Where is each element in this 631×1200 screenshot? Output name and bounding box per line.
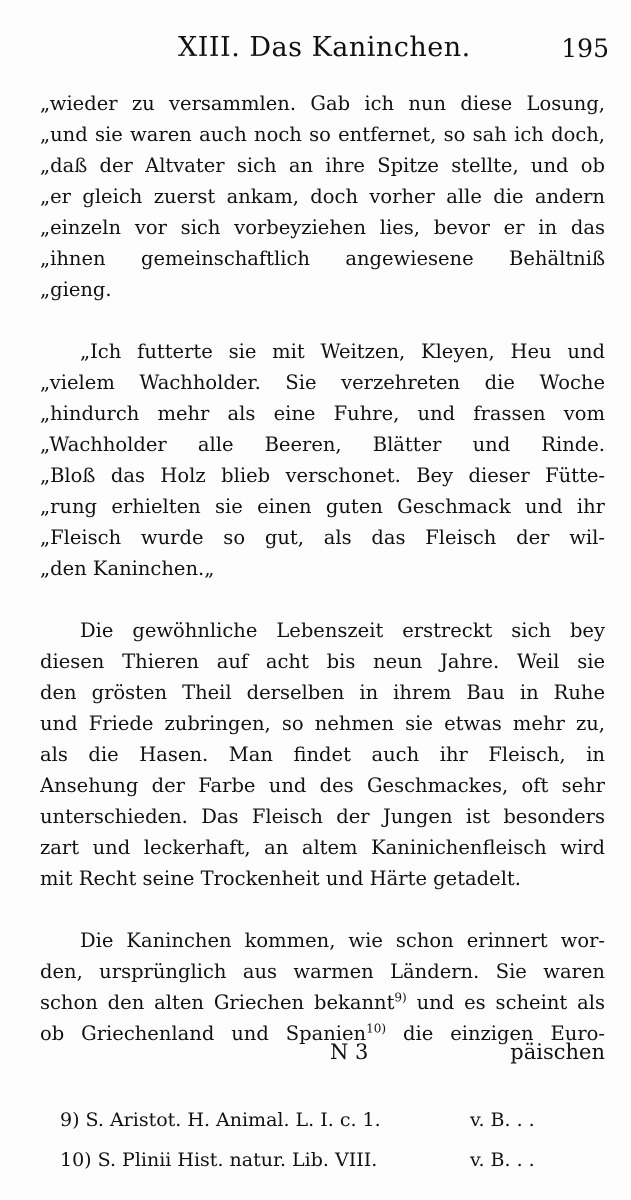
signature-mark: N 3 bbox=[330, 1040, 369, 1064]
text-line: „Ich futterte sie mit Weitzen, Kleyen, Heu und bbox=[80, 340, 605, 363]
text-line: unterschieden. Das Fleisch der Jungen ist besonders bbox=[40, 805, 605, 828]
page-header bbox=[0, 28, 631, 68]
text-line: diesen Thieren auf acht bis neun Jahre. Weil sie bbox=[40, 650, 605, 673]
text-line: „rung erhielten sie einen guten Geschmack und ihr bbox=[40, 495, 605, 518]
running-head: XIII. Das Kaninchen. bbox=[178, 32, 471, 63]
page-number: 195 bbox=[561, 34, 609, 63]
text-line: „hindurch mehr als eine Fuhre, und frassen vom bbox=[40, 402, 605, 425]
text-line: „vielem Wachholder. Sie verzehreten die Woche bbox=[40, 371, 605, 394]
footnote-marker: 9) bbox=[394, 990, 407, 1005]
text-line: „und sie waren auch noch so entfernet, so sah ich doch, bbox=[40, 123, 605, 146]
signature-row bbox=[40, 1040, 605, 1074]
paragraph-4-body bbox=[40, 956, 605, 1049]
text-line: und Friede zubringen, so nehmen sie etwas mehr zu, bbox=[40, 712, 605, 735]
text-line: Ansehung der Farbe und des Geschmackes, oft sehr bbox=[40, 774, 605, 797]
paragraph-spacer bbox=[40, 894, 605, 925]
footnote-9 bbox=[60, 1100, 560, 1140]
text-segment: ob Griechenland und Spanien bbox=[40, 1022, 367, 1045]
text-line: als die Hasen. Man findet auch ihr Fleisch, in bbox=[40, 743, 605, 766]
footnote-ref: v. B. . . bbox=[470, 1149, 535, 1171]
body-text bbox=[40, 88, 605, 1049]
text-line bbox=[40, 987, 605, 1018]
paragraph-spacer bbox=[40, 305, 605, 336]
footnotes bbox=[60, 1100, 560, 1180]
text-line: den, ursprünglich aus warmen Ländern. Sie waren bbox=[40, 960, 605, 983]
text-line: „wieder zu versammlen. Gab ich nun diese Losung, bbox=[40, 92, 605, 115]
text-line: „Wachholder alle Beeren, Blätter und Rinde. bbox=[40, 433, 605, 456]
footnote-marker: 10) bbox=[366, 1021, 387, 1036]
footnote-ref: v. B. . . bbox=[470, 1109, 535, 1131]
paragraph-2 bbox=[40, 336, 605, 367]
text-line: Die Kaninchen kommen, wie schon erinnert wor- bbox=[80, 929, 605, 952]
footnote-text: 10) S. Plinii Hist. natur. Lib. VIII. bbox=[60, 1149, 378, 1171]
footnote-10 bbox=[60, 1140, 560, 1180]
paragraph-4 bbox=[40, 925, 605, 956]
text-line: „Bloß das Holz blieb verschonet. Bey dieser Fütte- bbox=[40, 464, 605, 487]
paragraph-2-body bbox=[40, 367, 605, 584]
text-line: „gieng. bbox=[40, 278, 112, 301]
text-line: „einzeln vor sich vorbeyziehen lies, bevor er in das bbox=[40, 216, 605, 239]
text-segment: und es scheint als bbox=[406, 991, 605, 1014]
text-line: „den Kaninchen.„ bbox=[40, 557, 215, 580]
footnote-text: 9) S. Aristot. H. Animal. L. I. c. 1. bbox=[60, 1109, 381, 1131]
text-segment: schon den alten Griechen bekannt bbox=[40, 991, 395, 1014]
text-line: „daß der Altvater sich an ihre Spitze stellte, und ob bbox=[40, 154, 605, 177]
text-line: „Fleisch wurde so gut, als das Fleisch der wil- bbox=[40, 526, 605, 549]
text-line: „er gleich zuerst ankam, doch vorher alle die andern bbox=[40, 185, 605, 208]
text-line: den grösten Theil derselben in ihrem Bau in Ruhe bbox=[40, 681, 605, 704]
paragraph-spacer bbox=[40, 584, 605, 615]
catchword: päischen bbox=[510, 1040, 605, 1064]
text-line: zart und leckerhaft, an altem Kaninichenfleisch wird bbox=[40, 836, 605, 859]
text-segment: die einzigen Euro- bbox=[386, 1022, 605, 1045]
paragraph-1 bbox=[40, 88, 605, 305]
text-line: Die gewöhnliche Lebenszeit erstreckt sich bey bbox=[80, 619, 605, 642]
text-line: „ihnen gemeinschaftlich angewiesene Behältniß bbox=[40, 247, 605, 270]
paragraph-3-body bbox=[40, 646, 605, 894]
text-line: mit Recht seine Trockenheit und Härte getadelt. bbox=[40, 867, 521, 890]
paragraph-3 bbox=[40, 615, 605, 646]
